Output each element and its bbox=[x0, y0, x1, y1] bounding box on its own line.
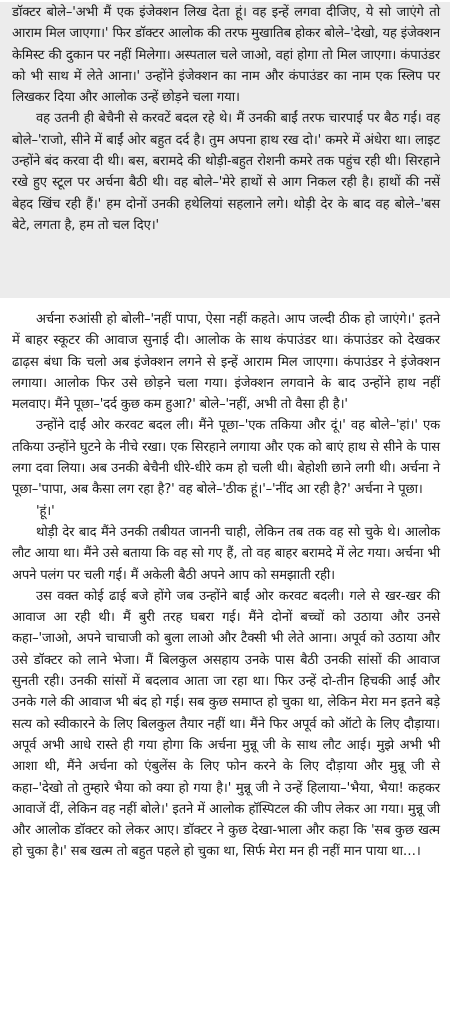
section-divider bbox=[0, 298, 450, 309]
paragraph-asleep: थोड़ी देर बाद मैंने उनकी तबीयत जाननी चाही, लेकिन तब तक वह सो चुके थे। आलोक लौट आया था। मैंने उसे बताया कि वह सो गए हैं, तो वह बाहर बरामदे में लेट गया। अर्चना भी अपने पलंग पर चली गई। मैं अकेली बैठी अपने आप को समझाती रही। bbox=[12, 524, 440, 583]
text-block-bottom bbox=[0, 309, 450, 1021]
paragraph-hmm: 'हूं।' bbox=[36, 503, 55, 519]
paragraph-restless-night: वह उतनी ही बेचैनी से करवटें बदल रहे थे। मैं उनकी बाईं तरफ चारपाई पर बैठ गई। वह बोले–'राजो, सीने में बाईं ओर बहुत दर्द है। तुम अपना हाथ रख दो।' कमरे में अंधेरा था। लाइट उन्होंने बंद करवा दी थी। बस, बरामदे की थोड़ी-बहुत रोशनी कमरे तक पहुंच रही थी। सिरहाने रखे हुए स्टूल पर अर्चना बैठी थी। वह बोले–'मेरे हाथों से आग निकल रही है। हाथों की नसें बेहद खिंच रही हैं।' हम दोनों उनकी हथेलियां सहलाने लगे। थोड़ी देर के बाद वह बोले–'बस बेटे, लगता है, हम तो चल दिए।' bbox=[12, 111, 440, 233]
text-block-top bbox=[0, 2, 450, 298]
paragraph-injection: अर्चना रुआंसी हो बोली–'नहीं पापा, ऐसा नहीं कहते। आप जल्दी ठीक हो जाएंगे।' इतने में बाहर स्कूटर की आवाज सुनाई दी। आलोक के साथ कंपाउंडर था। कंपाउंडर को देखकर ढाढ़स बंधा कि चलो अब इंजेक्शन लगने से इन्हें आराम मिल जाएगा। कंपाउंडर ने इंजेक्शन लगाया। आलोक फिर उसे छोड़ने चला गया। इंजेक्शन लगवाने के बाद उन्होंने हाथ नहीं मलवाए। मैंने पूछा–'दर्द कुछ कम हुआ?' बोले–'नहीं, अभी तो वैसा ही है।' bbox=[12, 312, 440, 413]
paragraph-pillow: उन्होंने दाईं ओर करवट बदल ली। मैंने पूछा–'एक तकिया और दूं।' वह बोले–'हां।' एक तकिया उन्होंने घुटने के नीचे रखा। एक सिरहाने लगाया और एक को बाएं हाथ से सीने के पास लगा दवा लिया। अब उनकी बेचैनी धीरे-धीरे कम हो चली थी। बेहोशी छाने लगी थी। अर्चना ने पूछा–'पापा, अब कैसा लग रहा है?' वह बोले–'ठीक हूं।'–'नींद आ रही है?' अर्चना ने पूछा। bbox=[12, 418, 440, 498]
paragraph-final: उस वक्त कोई ढाई बजे होंगे जब उन्होंने बाईं ओर करवट बदली। गले से खर-खर की आवाज आ रही थी। मैं बुरी तरह घबरा गई। मैंने दोनों बच्चों को उठाया और उनसे कहा–'जाओ, अपने चाचाजी को बुला लाओ और टैक्सी भी लेते आना। अपूर्व को उठाया और उसे डॉक्टर को लाने भेजा। मैं बिलकुल असहाय उनके पास बैठी उनकी सांसों की आवाज सुनती रही। उनकी सांसों में बदलाव आता जा रहा था। फिर उन्हें दो-तीन हिचकी आईं और उनके गले की आवाज भी बंद हो गई। सब कुछ समाप्त हो चुका था, लेकिन मेरा मन इतने बड़े सत्य को स्वीकारने के लिए बिलकुल तैयार नहीं था। मैंने फिर अपूर्व को ऑटो के लिए दौड़ाया। अपूर्व अभी आधे रास्ते ही गया होगा कि अर्चना मुन्नू जी के साथ लौट आई। मुझे अभी भी आशा थी, मैंने अर्चना को एंबुलेंस के लिए फोन करने के लिए दौड़ाया और मुन्नू जी से कहा–'देखो तो तुम्हारे भैया को क्या हो गया है।' मुन्नू जी ने उन्हें हिलाया–'भैया, भैया! कहकर आवाजें दीं, लेकिन वह नहीं बोले।' इतने में आलोक हॉस्पिटल की जीप लेकर आ गया। मुन्नू जी और आलोक डॉक्टर को लेकर आए। डॉक्टर ने कुछ देखा-भाला और कहा कि 'सब कुछ खत्म हो चुका है।' सब खत्म तो बहुत पहले हो चुका था, सिर्फ मेरा मन ही नहीं मान पाया था…। bbox=[12, 588, 440, 860]
paragraph-doctor-instructions: डॉक्टर बोले–'अभी मैं एक इंजेक्शन लिख देता हूं। वह इन्हें लगवा दीजिए, ये सो जाएंगे तो आराम मिल जाएगा।' फिर डॉक्टर आलोक की तरफ मुखातिब होकर बोले–'देखो, यह इंजेक्शन केमिस्ट की दुकान पर नहीं मिलेगा। अस्पताल चले जाओ, वहां होगा तो मिल जाएगा। कंपाउंडर को भी साथ में लेते आना।' उन्होंने इंजेक्शन का नाम और कंपाउंडर का नाम एक स्लिप पर लिखकर दिया और आलोक उन्हें छोड़ने चला गया। bbox=[12, 5, 440, 106]
